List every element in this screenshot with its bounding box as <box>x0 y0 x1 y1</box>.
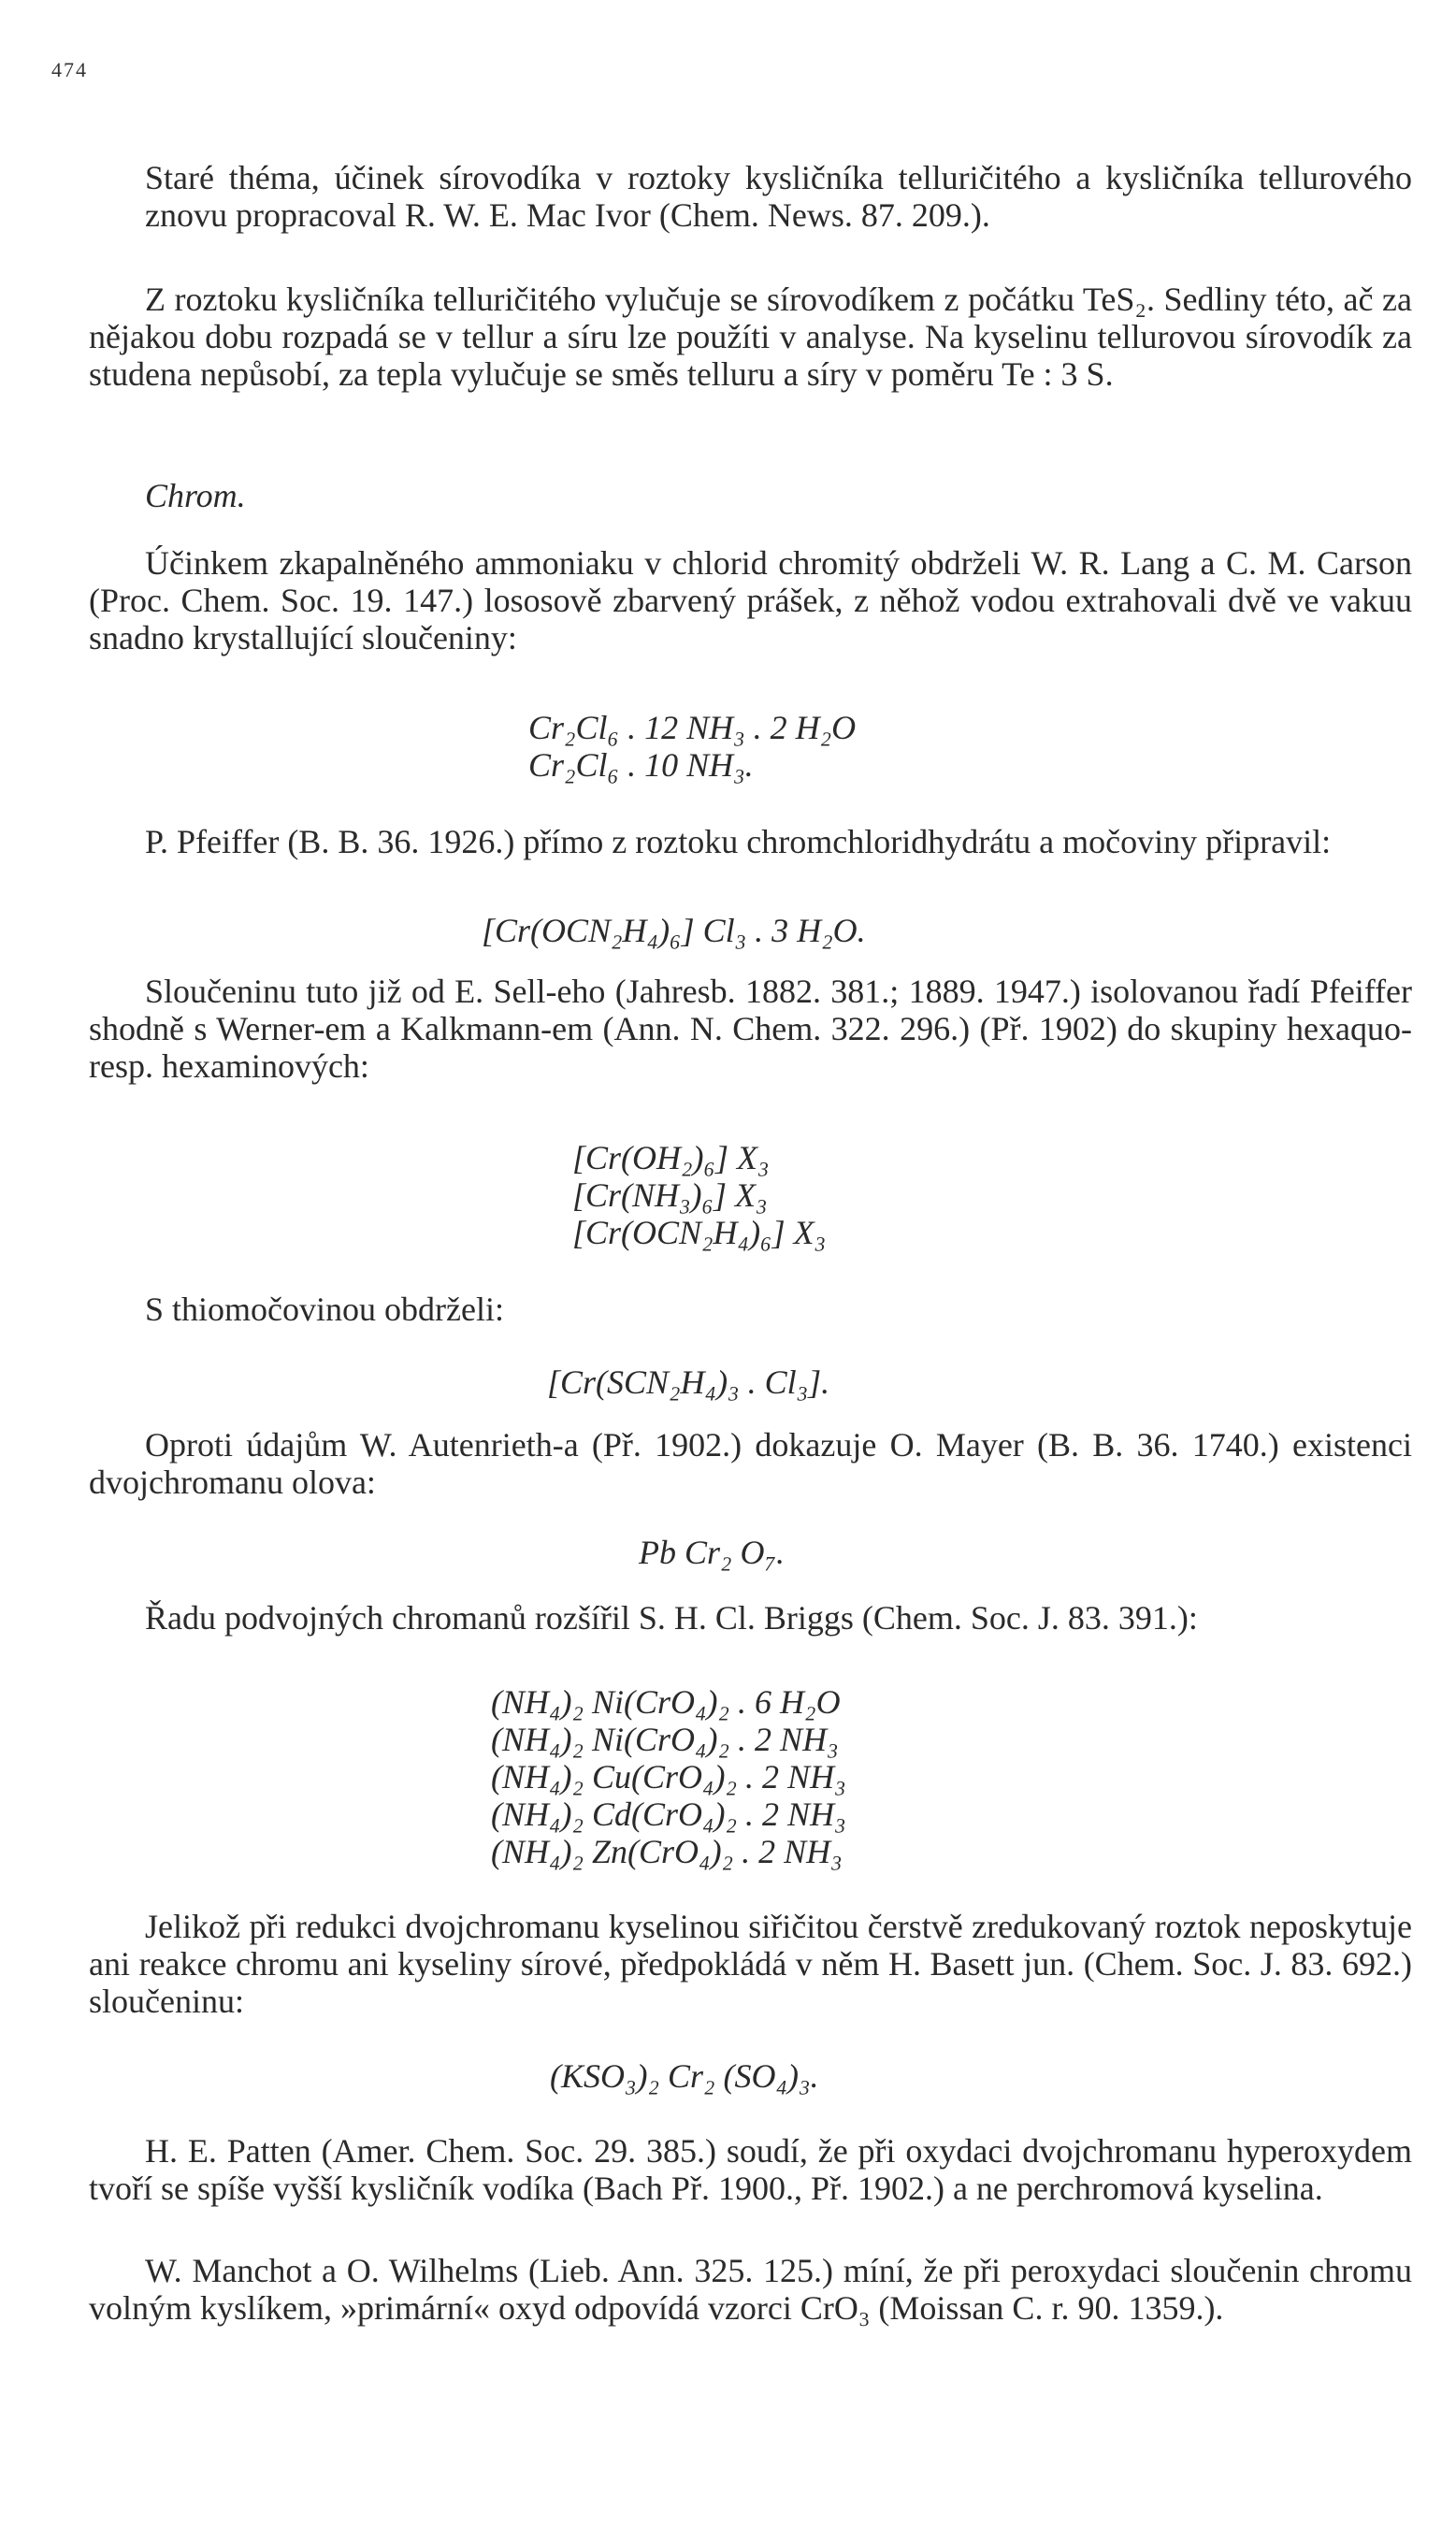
paragraph-11-text: W. Manchot a O. Wilhelms (Lieb. Ann. 325. 125.) míní, že při peroxydaci sloučenin chromu volným kyslíkem, »primární« oxyd odpovídá vzorci CrO₃ (Moissan C. r. 90. 1359.). <box>89 2252 1412 2327</box>
paragraph-9 <box>89 1908 1412 2020</box>
page-number: 474 <box>51 58 88 81</box>
formula-line: (NH₄)₂ Ni(CrO₄)₂ . 6 H₂O <box>491 1683 841 1721</box>
paragraph-9-text: Jelikož při redukci dvojchromanu kyselinou siřičitou čerstvě zredukovaný roztok neposkytuje ani reakce chromu ani kyseliny sírové, předpokládá v něm H. Basett jun. (Chem. Soc. J. 83. 692.) sloučeninu: <box>89 1908 1412 2020</box>
formula-line: [Cr(OCN₂H₄)₆] X₃ <box>572 1214 827 1251</box>
formula-double-chromates <box>491 1683 846 1870</box>
formula-line: Cr₂Cl₆ . 12 NH₃ . 2 H₂O <box>528 709 857 746</box>
paragraph-6-text: S thiomočovinou obdrželi: <box>145 1291 504 1328</box>
formula-lead-dichromate: Pb Cr₂ O₇. <box>639 1534 786 1571</box>
paragraph-5 <box>89 973 1412 1085</box>
formula-line: Cr₂Cl₆ . 10 NH₃. <box>528 746 754 784</box>
paragraph-6 <box>145 1291 1412 1328</box>
paragraph-2-text: Z roztoku kysličníka telluričitého vylučuje se sírovodíkem z počátku TeS₂. Sedliny této, ač za nějakou dobu rozpadá se v tellur a síru lze použíti v analyse. Na kyselinu tellurovou sírovodík za studena nepůsobí, za tepla vylučuje se směs telluru a síry v poměru Te : 3 S. <box>89 281 1412 393</box>
formula-thiourea-complex: [Cr(SCN₂H₄)₃ . Cl₃]. <box>547 1363 830 1401</box>
paragraph-3-text: Účinkem zkapalněného ammoniaku v chlorid chromitý obdrželi W. R. Lang a C. M. Carson (Proc. Chem. Soc. 19. 147.) lososově zbarvený prášek, z něhož vodou extrahovali dvě ve vakuu snadno krystallující sloučeniny: <box>89 544 1412 656</box>
formula-line: (NH₄)₂ Ni(CrO₄)₂ . 2 NH₃ <box>491 1721 839 1758</box>
paragraph-7-text: Oproti údajům W. Autenrieth-a (Př. 1902.) dokazuje O. Mayer (B. B. 36. 1740.) existenci dvojchromanu olova: <box>89 1426 1412 1501</box>
formula-line: [Cr(OH₂)₆] X₃ <box>572 1139 770 1176</box>
formula-line: (NH₄)₂ Cu(CrO₄)₂ . 2 NH₃ <box>491 1758 846 1796</box>
paragraph-2 <box>89 281 1412 393</box>
formula-urea-complex: [Cr(OCN₂H₄)₆] Cl₃ . 3 H₂O. <box>482 912 866 949</box>
paragraph-4-text: P. Pfeiffer (B. B. 36. 1926.) přímo z roztoku chromchloridhydrátu a močoviny připravil: <box>145 823 1332 860</box>
paragraph-5-text: Sloučeninu tuto již od E. Sell-eho (Jahresb. 1882. 381.; 1889. 1947.) isolovanou řadí Pfeiffer shodně s Werner-em a Kalkmann-em (Ann. N. Chem. 322. 296.) (Př. 1902) do skupiny hexaquo- resp. hexaminových: <box>89 973 1412 1085</box>
formula-line: (NH₄)₂ Cd(CrO₄)₂ . 2 NH₃ <box>491 1796 846 1833</box>
paragraph-1 <box>145 159 1412 234</box>
formula-line: (NH₄)₂ Zn(CrO₄)₂ . 2 NH₃ <box>491 1833 843 1870</box>
paragraph-8-text: Řadu podvojných chromanů rozšířil S. H. Cl. Briggs (Chem. Soc. J. 83. 391.): <box>145 1599 1198 1637</box>
section-heading-chrom: Chrom. <box>145 477 246 514</box>
paragraph-8 <box>89 1599 1412 1637</box>
paragraph-7 <box>89 1426 1412 1501</box>
paragraph-1-text: Staré théma, účinek sírovodíka v roztoky kysličníka telluričitého a kysličníka tellurového znovu propracoval R. W. E. Mac Ivor (Chem. News. 87. 209.). <box>145 159 1412 234</box>
paragraph-3 <box>89 544 1412 656</box>
paragraph-10-text: H. E. Patten (Amer. Chem. Soc. 29. 385.) soudí, že při oxydaci dvojchromanu hyperoxydem tvoří se spíše vyšší kysličník vodíka (Bach Př. 1900., Př. 1902.) a ne perchromová kyselina. <box>89 2132 1412 2207</box>
formula-chromium-chloride-ammines <box>528 709 856 784</box>
paragraph-10 <box>89 2132 1412 2207</box>
formula-line: [Cr(NH₃)₆] X₃ <box>572 1176 768 1214</box>
formula-sulfite-chromium: (KSO₃)₂ Cr₂ (SO₄)₃. <box>550 2057 819 2095</box>
formula-hexaquo-hexamine <box>572 1139 826 1251</box>
paragraph-11 <box>89 2252 1412 2327</box>
paragraph-4 <box>89 823 1412 860</box>
